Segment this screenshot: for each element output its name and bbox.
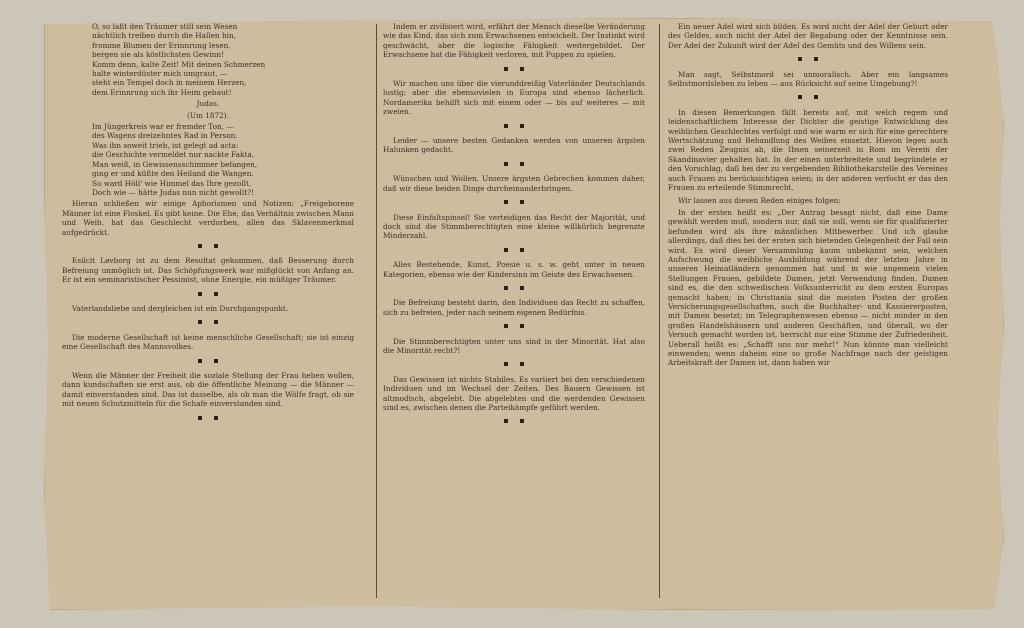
poem-stanza: O, so laßt den Träumer still sein Wesen nächtlich treiben durch die Hallen hin, fromme Blumen der Erinnrung lesen, bergen sie als köstlichsten Gewinn! Komm denn, kalte Zeit! Mit deinen Schmerzen halte winterdüster mich umgraut, — steht ein Tempel doch in meinem Herzen, dem Erinnrung sich ihr Heim gebaut! xyxy=(92,22,266,97)
section-separator xyxy=(62,289,354,298)
section-separator xyxy=(383,159,645,168)
section-separator xyxy=(62,241,354,250)
paragraph: In der ersten heißt es: „Der Antrag besagt nicht, daß eine Dame gewählt werden muß, sondern nur, daß sie soll, wenn sie für qualifizierter befunden wird als ihre männlichen Mitbewerber. Und ich glaube allerdings, daß dies bei der ersten sich bietenden Gelegenheit der Fall sein wird. Es wird dieser Versammlung kaum unbekannt sein, welchen Aufschwung die weibliche Ausbildung während der letzten Jahre in unseren Heimatländern genommen hat und in wie ungemein vielen Stellungen Frauen, gebildete Damen, jetzt Verwendung finden. Damen sind es, die den schwedischen Volksunterricht zu dem ersten Europas gemacht haben; in Christiania sind die meisten Posten der großen Versicherungsgesellschaften, auch die Buchhalter- und Kassiererposten, mit Damen besetzt; im Telegraphenwesen ebenso — nicht minder in den großen Handelshäusern und anderen Geschäften, und überall, wo der Versuch gemacht worden ist, herrscht nur eine Stimme der Zufriedenheit. Ueberall heißt es: „Schafft uns nur mehr!“ Nun könnte man vielleicht einwenden; wenn daheim eine so große Nachfrage nach der geistigen Arbeitskraft der Damen ist, dann haben wir xyxy=(668,207,948,368)
section-separator xyxy=(668,54,948,63)
column-rule xyxy=(376,24,377,598)
section-separator xyxy=(62,356,354,365)
section-separator xyxy=(383,359,645,368)
paragraph: Wir machen uns über die vierunddreißig Vaterländer Deutschlands lustig; aber die ebensovielen in Europa sind ebenso lächerlich. Nordamerika behilft sich mit einem oder — bis auf weiteres — mit zweien. xyxy=(383,79,645,117)
section-separator xyxy=(383,197,645,206)
paragraph: Leider — unsere besten Gedanken werden von unseren ärgsten Halunken gedacht. xyxy=(383,136,645,155)
left-column xyxy=(62,22,354,610)
paragraph: Vaterlandsliebe und dergleichen ist ein Durchgangspunkt. xyxy=(72,303,289,313)
paragraph: Die Befreiung besteht darin, den Individuen das Recht zu schaffen, sich zu befreien, jeder nach seinem eigenen Bedürfnis. xyxy=(383,298,645,317)
paragraph: Diese Einfaltspinsel! Sie verteidigen das Recht der Majorität, und doch sind die Stimmberechtigten eine kleine willkürlich begrenzte Minderzahl. xyxy=(383,212,645,241)
poem-stanza: Im Jüngerkreis war er fremder Ton, — des Wagens dreizehntes Rad in Person. Was ihn soweit trieb, ist gelegt ad acta: die Geschichte vermeldet nur nackte Fakta. Man weiß, in Gewissensschimmer befangen, ging er und küßte den Heiland die Wangen. So ward Höll' wie Himmel das Ihre gezollt. Doch wie — hätte Judas nun nicht gewollt?! xyxy=(92,122,258,197)
section-separator xyxy=(62,317,354,326)
section-separator xyxy=(383,416,645,425)
paragraph: Die Stimmberechtigten unter uns sind in der Minorität. Hat also die Minorität recht?! xyxy=(383,336,645,355)
section-separator xyxy=(383,64,645,73)
paragraph: Ein neuer Adel wird sich bilden. Es wird nicht der Adel der Geburt oder des Geldes, auch nicht der Adel der Begabung oder der Kenntnisse sein. Der Adel der Zukunft wird der Adel des Gemüts und des Willens sein. xyxy=(668,22,948,50)
section-separator xyxy=(668,92,948,101)
paragraph: Wünschen und Wollen. Unsere ärgsten Gebrechen kommen daher, daß wir diese beiden Dinge durcheinanderbringen. xyxy=(383,174,645,193)
paragraph: In diesen Bemerkungen fällt bereits auf, mit welch regem und leidenschaftlichem Interesse der Dichter die geistige Entwicklung des weiblichen Geschlechtes verfolgt und wie warm er sich für eine gerechtere Wertschätzung und Behandlung des Weibes einsetzt. Hievon legen auch zwei Reden Zeugnis ab, die Ibsen seinerzeit in Rom im Verein der Skandinavier gehalten hat. In der einen unterbreitete und begründete er den Vorschlag, daß bei der zu vergebenden Bibliothekarstelle des Vereines auch Frauen zu berücksichtigen seien; in der anderen verfocht er das den Frauen zu erteilende Stimmrecht. xyxy=(668,107,948,193)
paragraph: Alles Bestehende, Kunst, Poesie u. s. w. geht unter in neuen Kategorien, ebenso wie der Kindersinn im Geiste des Erwachsenen. xyxy=(383,260,645,279)
section-separator xyxy=(383,283,645,292)
column-rule xyxy=(659,24,660,598)
paragraph: Das Gewissen ist nichts Stabiles. Es variiert bei den verschiedenen Individuen und im Wechsel der Zeiten. Des Bauern Gewissen ist altmodisch, abgelebt. Die abgelebten und die werdenden Gewissen sind es, zwischen denen die Parteikämpfe geführt werden. xyxy=(383,374,645,412)
paragraph: Indem er zivilisiert wird, erfährt der Mensch dieselbe Veränderung wie das Kind, das sich zum Erwachsenen entwickelt. Der Instinkt wird geschwächt, aber die logische Fähigkeit weitergebildet. Der Erwachsene hat die Fähigkeit verloren, mit Puppen zu spielen. xyxy=(383,22,645,60)
poem-date: (Um 1872). xyxy=(187,110,229,120)
middle-column xyxy=(383,22,645,610)
paragraph: Wenn die Männer der Freiheit die soziale Stellung der Frau heben wollen, dann kundschaften sie erst aus, ob die öffentliche Meinung — die Männer — damit einverstanden sind. Das ist dasselbe, als ob man die Wölfe fragt, ob sie mit neuen Schutzmitteln für die Schafe einverstanden sind. xyxy=(62,371,354,409)
paragraph: Esilcit Løvborg ist zu dem Resultat gekommen, daß Besserung durch Befreiung unmöglich ist. Das Schöpfungswerk war mißglückt von Anfang an. Er ist ein seminaristischer Pessimist, ohne Energie, ein müßiger Träumer. xyxy=(62,256,354,285)
paragraph: Wir lassen aus diesen Reden einiges folgen: xyxy=(678,195,841,205)
section-separator xyxy=(383,245,645,254)
section-separator xyxy=(383,321,645,330)
poem-title: Judas. xyxy=(196,99,220,109)
paragraph: Hieran schließen wir einige Aphorismen und Notizen: „Freigeborene Männer ist eine Floskel. Es gibt keine. Die Ehe, das Verhältnis zwischen Mann und Weib, hat das Geschlecht verdorben, allen das Sklavenmerkmal aufgedrückt. xyxy=(62,199,354,237)
right-column xyxy=(668,22,948,610)
section-separator xyxy=(383,121,645,130)
section-separator xyxy=(62,413,354,422)
paragraph: Man sagt, Selbstmord sei unmoralisch. Aber ein langsames Selbstmordsleben zu leben — aus Rücksicht auf seine Umgebung?! xyxy=(668,69,948,89)
paragraph: Die moderne Gesellschaft ist keine menschliche Gesellschaft; sie ist einzig eine Gesellschaft des Mannsvolkes. xyxy=(62,332,354,352)
